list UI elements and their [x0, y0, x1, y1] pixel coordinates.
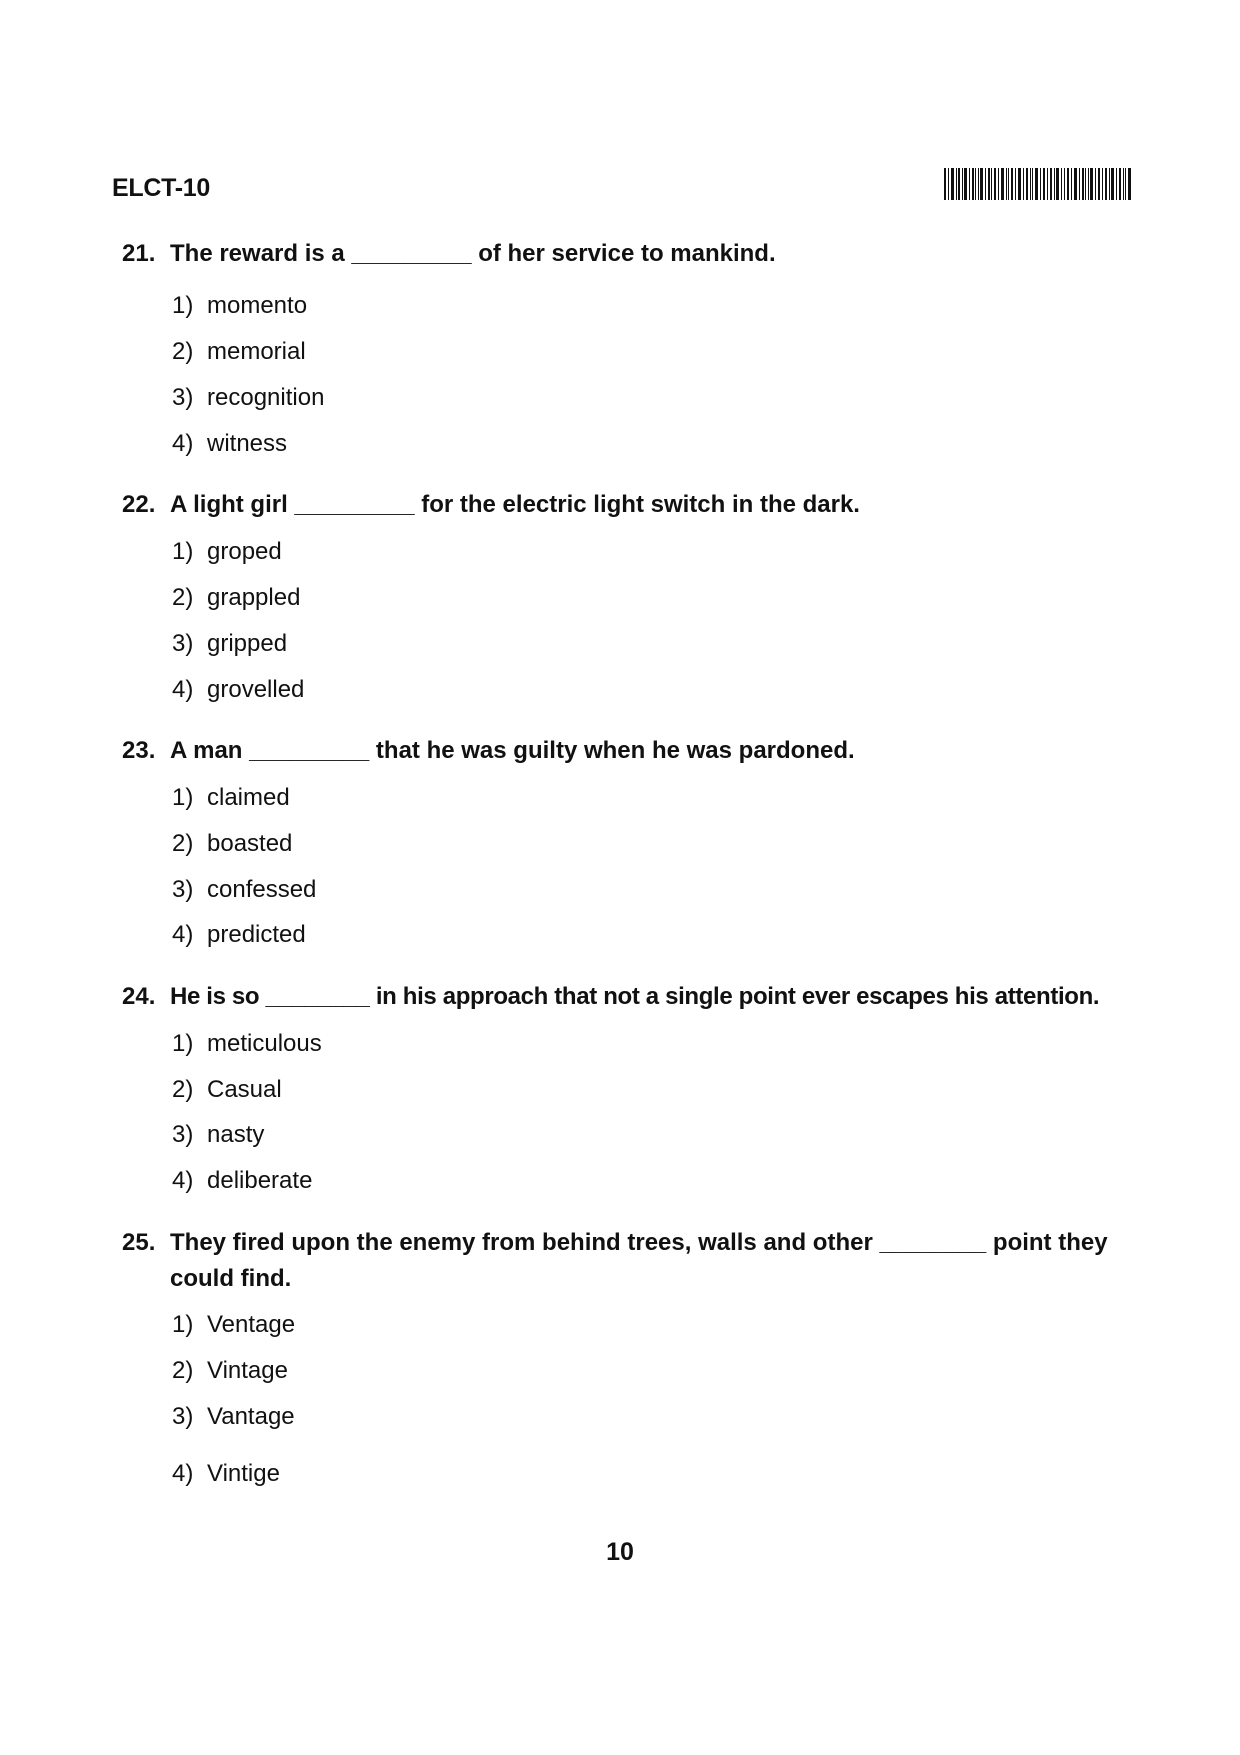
option-number: 2): [172, 338, 194, 365]
question-stem: [122, 733, 1132, 769]
page-number: 10: [606, 1538, 634, 1566]
option-number: 4): [172, 1460, 194, 1487]
option-number: 4): [172, 1167, 194, 1194]
option-4[interactable]: [172, 429, 287, 459]
option-number: 4): [172, 430, 194, 457]
question-number: 25.: [122, 1229, 156, 1256]
option-4[interactable]: [172, 920, 306, 950]
paper-code: ELCT-10: [112, 174, 210, 202]
option-4[interactable]: [172, 675, 304, 705]
question-stem: [122, 979, 1132, 1015]
option-number: 2): [172, 1357, 194, 1384]
option-label: grappled: [207, 584, 301, 611]
option-4[interactable]: [172, 1459, 280, 1489]
option-label: confessed: [207, 876, 317, 903]
option-label: nasty: [207, 1121, 265, 1148]
option-label: claimed: [207, 784, 290, 811]
option-number: 2): [172, 1076, 194, 1103]
question-stem: [122, 236, 1132, 272]
option-2[interactable]: [172, 583, 300, 613]
question-23: [122, 733, 1132, 948]
option-3[interactable]: [172, 383, 324, 413]
question-text: A light girl _________ for the electric light switch in the dark.: [170, 491, 860, 518]
option-label: Casual: [207, 1076, 282, 1103]
option-number: 2): [172, 584, 194, 611]
option-number: 1): [172, 538, 194, 565]
option-3[interactable]: [172, 1120, 264, 1150]
option-number: 1): [172, 1030, 194, 1057]
option-number: 3): [172, 384, 194, 411]
question-number: 22.: [122, 491, 156, 518]
question-number: 24.: [122, 983, 156, 1010]
question-24: [122, 979, 1132, 1194]
option-3[interactable]: [172, 1402, 295, 1432]
option-1[interactable]: [172, 291, 307, 321]
option-label: memorial: [207, 338, 306, 365]
option-1[interactable]: [172, 1029, 322, 1059]
option-label: Vintige: [207, 1460, 280, 1487]
option-label: meticulous: [207, 1030, 322, 1057]
question-stem: [122, 487, 1132, 523]
question-stem: [122, 1225, 1132, 1297]
question-number: 23.: [122, 737, 156, 764]
option-label: groped: [207, 538, 282, 565]
option-1[interactable]: [172, 1310, 295, 1340]
option-number: 4): [172, 921, 194, 948]
option-label: Ventage: [207, 1311, 296, 1338]
question-21: [122, 236, 1132, 457]
option-3[interactable]: [172, 875, 316, 905]
option-label: predicted: [207, 921, 306, 948]
question-text: The reward is a _________ of her service to mankind.: [170, 240, 776, 267]
option-3[interactable]: [172, 629, 287, 659]
option-number: 1): [172, 1311, 194, 1338]
option-2[interactable]: [172, 1075, 282, 1105]
option-label: Vintage: [207, 1357, 288, 1384]
option-number: 3): [172, 876, 194, 903]
option-number: 4): [172, 676, 194, 703]
option-label: grovelled: [207, 676, 305, 703]
question-number: 21.: [122, 240, 156, 267]
option-number: 3): [172, 1121, 194, 1148]
option-label: witness: [207, 430, 288, 457]
question-22: [122, 487, 1132, 703]
option-2[interactable]: [172, 829, 292, 859]
option-label: boasted: [207, 830, 293, 857]
option-number: 1): [172, 784, 194, 811]
option-1[interactable]: [172, 783, 290, 813]
option-label: momento: [207, 292, 308, 319]
question-25: [122, 1225, 1132, 1487]
option-2[interactable]: [172, 1356, 288, 1386]
option-2[interactable]: [172, 337, 306, 367]
option-4[interactable]: [172, 1166, 312, 1196]
option-label: Vantage: [207, 1403, 295, 1430]
option-label: deliberate: [207, 1167, 313, 1194]
option-number: 3): [172, 1403, 194, 1430]
barcode: [944, 168, 1131, 200]
option-label: gripped: [207, 630, 288, 657]
question-text: He is so ________ in his approach that not a single point ever escapes his attention.: [170, 983, 1100, 1010]
option-number: 3): [172, 630, 194, 657]
question-text: They fired upon the enemy from behind trees, walls and other ________ point they could find.: [170, 1229, 1108, 1292]
option-number: 1): [172, 292, 194, 319]
option-label: recognition: [207, 384, 325, 411]
option-number: 2): [172, 830, 194, 857]
option-1[interactable]: [172, 537, 282, 567]
question-text: A man _________ that he was guilty when he was pardoned.: [170, 737, 855, 764]
